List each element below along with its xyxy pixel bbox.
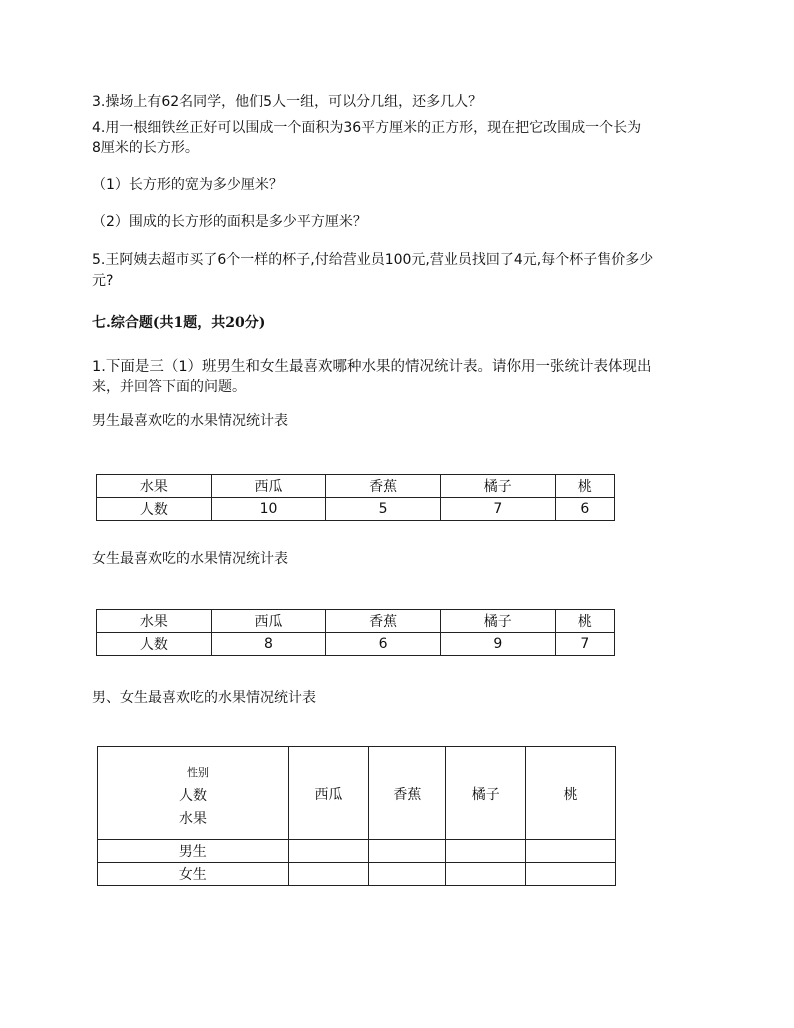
empty-answer-cell <box>369 863 446 886</box>
fruit-cell: 橘子 <box>446 747 526 840</box>
table-row <box>98 863 616 886</box>
row-label-cell: 人数 <box>97 633 212 656</box>
count-cell: 6 <box>326 633 441 656</box>
table-row <box>97 610 615 633</box>
count-cell: 9 <box>440 633 555 656</box>
combined-fruit-table <box>97 746 616 886</box>
boys-table-caption: 男生最喜欢吃的水果情况统计表 <box>92 413 288 429</box>
count-cell: 7 <box>555 633 614 656</box>
fruit-cell: 橘子 <box>440 475 555 498</box>
empty-answer-cell <box>526 840 616 863</box>
table-row <box>98 747 616 840</box>
header-label-cell: 水果 <box>97 610 212 633</box>
corner-header-cell <box>98 747 289 840</box>
count-cell: 6 <box>555 498 614 521</box>
girls-fruit-table <box>96 609 615 656</box>
fruit-cell: 西瓜 <box>211 610 326 633</box>
fruit-cell: 桃 <box>555 610 614 633</box>
problem-5-line-2: 元? <box>92 273 114 289</box>
row-label-cell: 人数 <box>97 498 212 521</box>
fruit-cell: 香蕉 <box>326 475 441 498</box>
section-title: 七.综合题(共1题，共20分) <box>92 315 266 331</box>
empty-answer-cell <box>288 863 369 886</box>
count-cell: 7 <box>440 498 555 521</box>
empty-answer-cell <box>526 863 616 886</box>
problem-4-line-2: 8厘米的长方形。 <box>92 140 199 156</box>
count-cell: 10 <box>211 498 326 521</box>
row-label-cell: 女生 <box>98 863 289 886</box>
corner-gender-label: 性别 <box>187 766 209 779</box>
fruit-cell: 桃 <box>526 747 616 840</box>
row-label-cell: 男生 <box>98 840 289 863</box>
table-row <box>97 498 615 521</box>
boys-fruit-table <box>96 474 615 521</box>
empty-answer-cell <box>446 840 526 863</box>
fruit-cell: 西瓜 <box>288 747 369 840</box>
problem-4-sub-2: （2）围成的长方形的面积是多少平方厘米？ <box>92 214 367 230</box>
fruit-cell: 香蕉 <box>326 610 441 633</box>
header-label-cell: 水果 <box>97 475 212 498</box>
empty-answer-cell <box>446 863 526 886</box>
combined-table-caption: 男、女生最喜欢吃的水果情况统计表 <box>92 690 316 706</box>
fruit-cell: 西瓜 <box>211 475 326 498</box>
problem-3: 3.操场上有62名同学，他们5人一组，可以分几组，还多几人？ <box>92 94 483 110</box>
fruit-cell: 香蕉 <box>369 747 446 840</box>
table-row <box>97 633 615 656</box>
comprehensive-question-line-1: 1.下面是三（1）班男生和女生最喜欢哪种水果的情况统计表。请你用一张统计表体现出 <box>92 359 652 375</box>
empty-answer-cell <box>369 840 446 863</box>
table-row <box>97 475 615 498</box>
fruit-cell: 橘子 <box>440 610 555 633</box>
comprehensive-question-line-2: 来，并回答下面的问题。 <box>92 379 246 395</box>
corner-count-label: 人数 <box>179 788 207 804</box>
fruit-cell: 桃 <box>555 475 614 498</box>
girls-table-caption: 女生最喜欢吃的水果情况统计表 <box>92 551 288 567</box>
empty-answer-cell <box>288 840 369 863</box>
table-row <box>98 840 616 863</box>
corner-fruit-label: 水果 <box>179 811 207 827</box>
count-cell: 5 <box>326 498 441 521</box>
problem-4-line-1: 4.用一根细铁丝正好可以围成一个面积为36平方厘米的正方形，现在把它改围成一个长为 <box>92 120 642 136</box>
count-cell: 8 <box>211 633 326 656</box>
problem-5-line-1: 5.王阿姨去超市买了6个一样的杯子,付给营业员100元,营业员找回了4元,每个杯子售价多少 <box>92 252 654 268</box>
problem-4-sub-1: （1）长方形的宽为多少厘米？ <box>92 177 283 193</box>
